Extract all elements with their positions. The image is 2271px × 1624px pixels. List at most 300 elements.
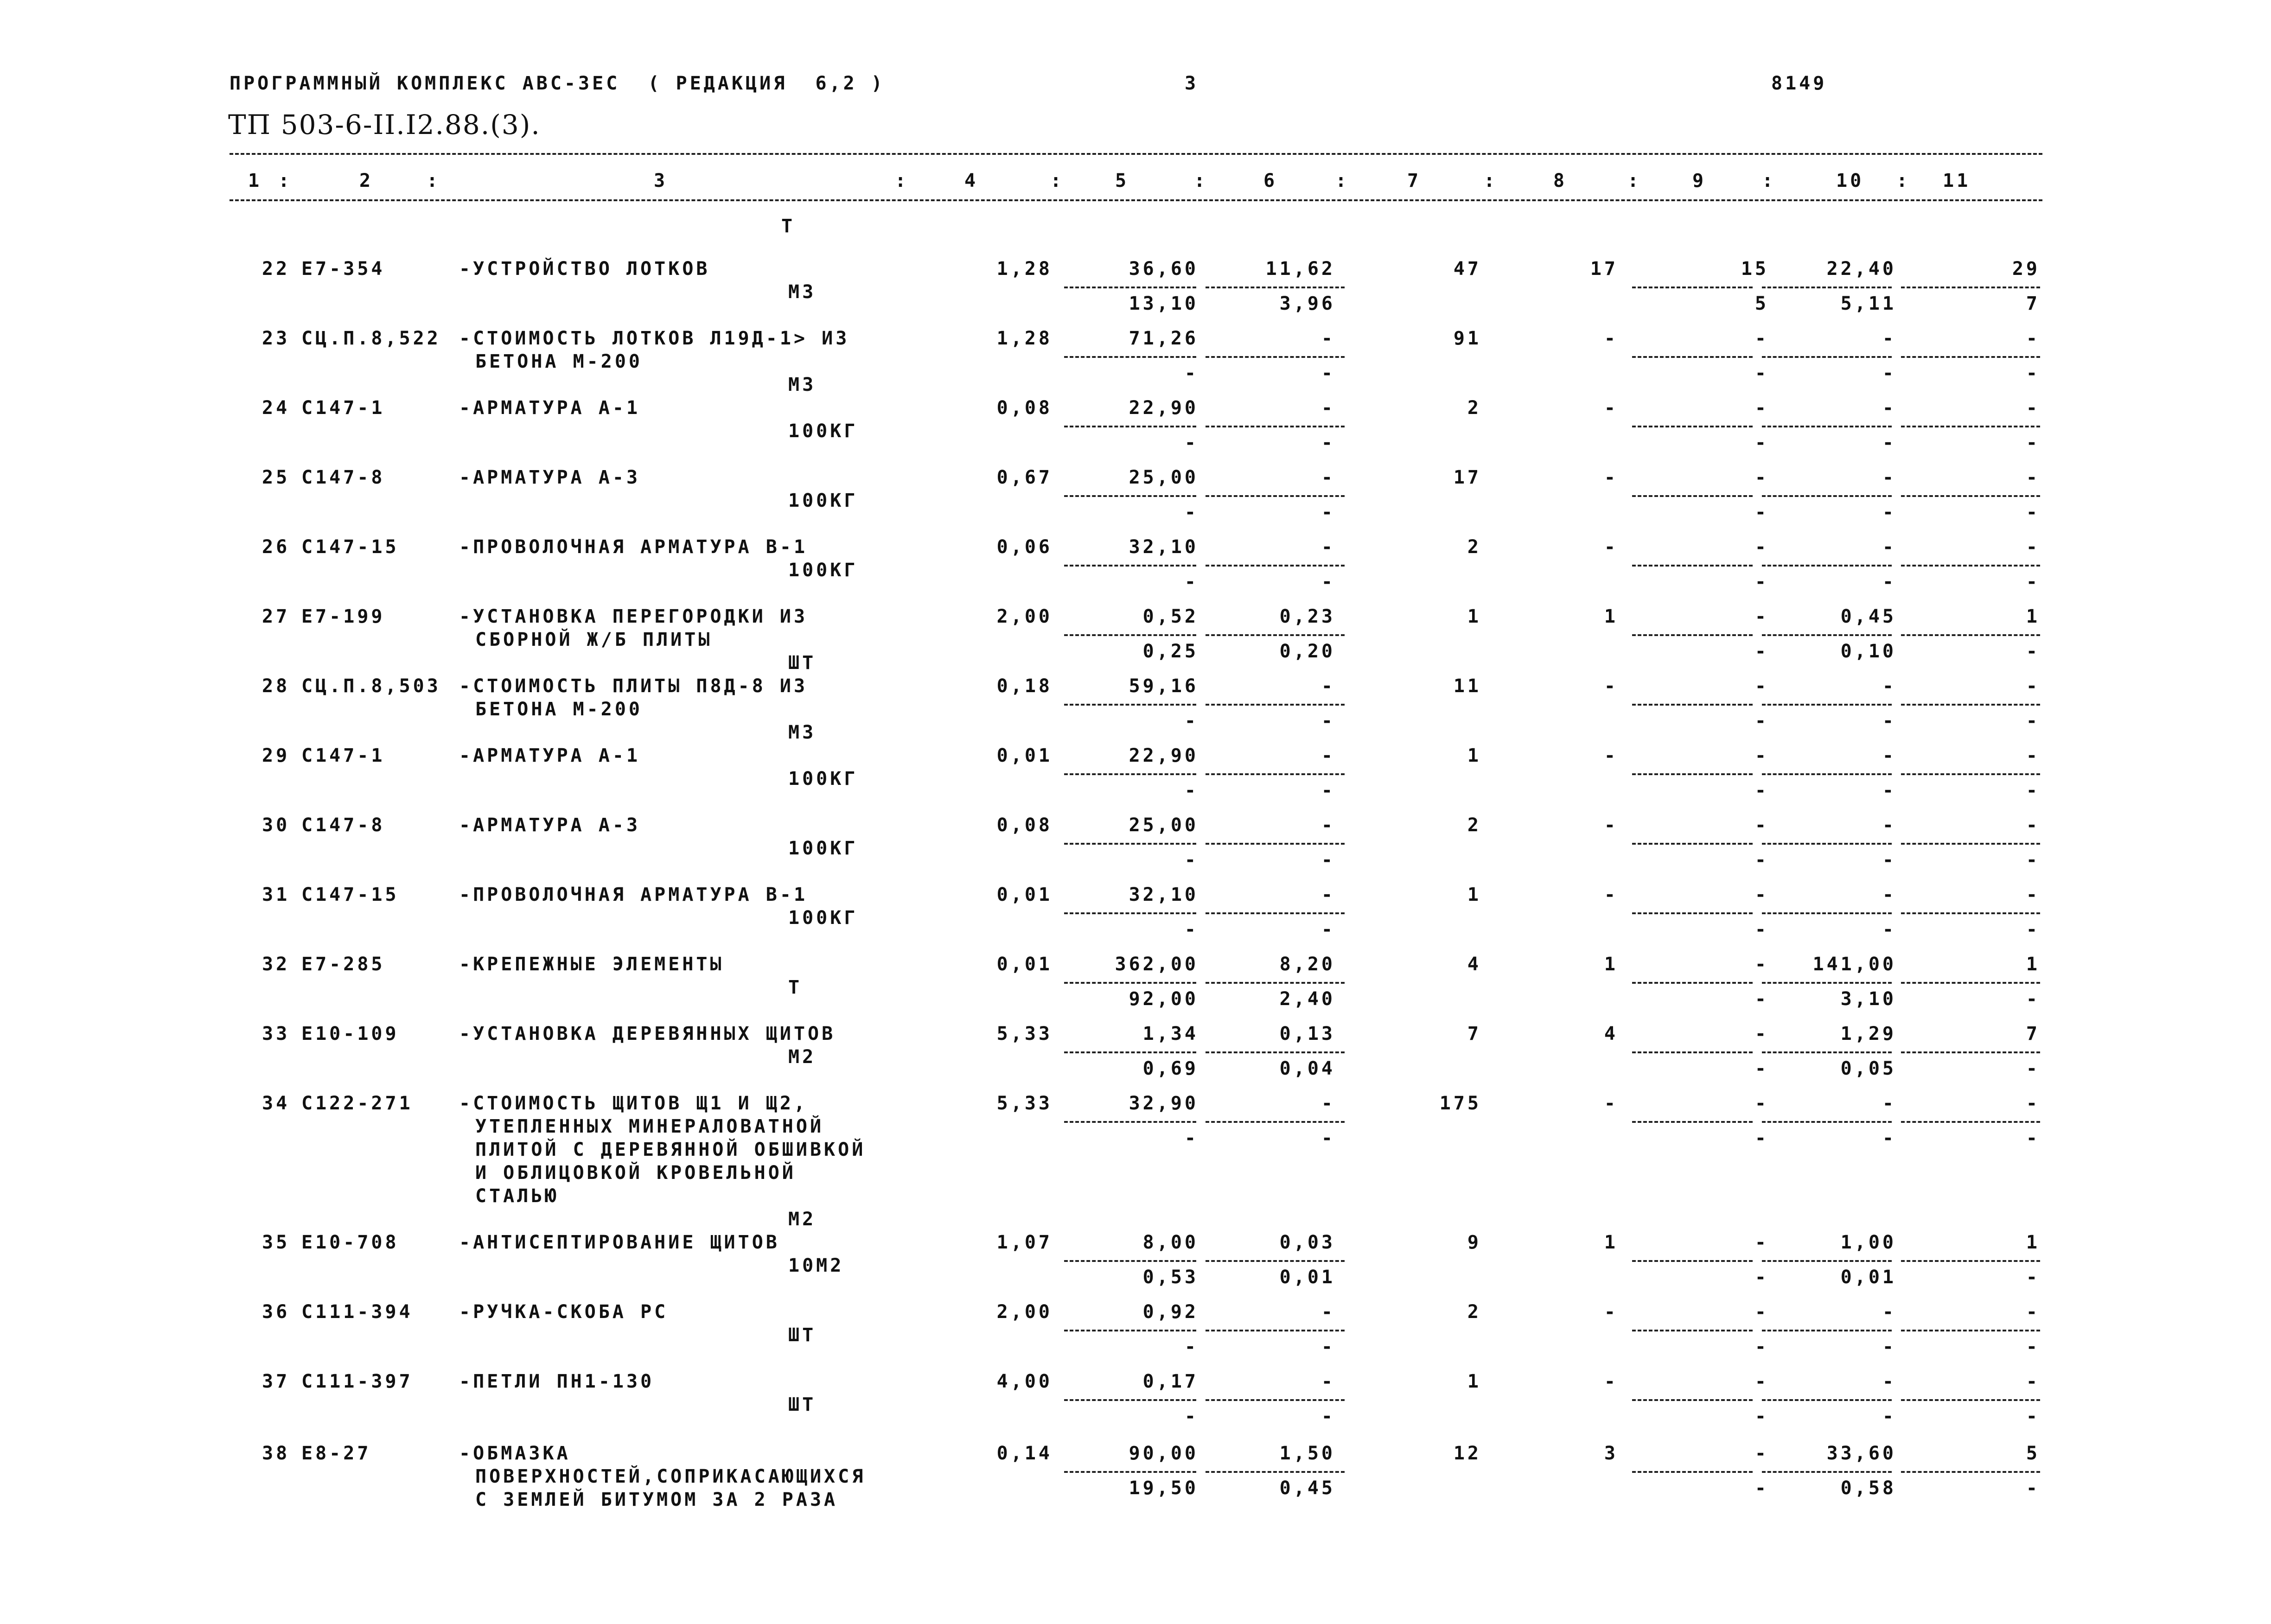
sub-rule	[1632, 1051, 1753, 1053]
sub-rule	[1206, 1330, 1345, 1331]
sub-rule	[1901, 1260, 2040, 1262]
unit-cost-machines: 0,03	[1279, 1232, 1335, 1253]
total-cost: 175	[1439, 1093, 1481, 1114]
work-description: -АРМАТУРА А-1	[459, 397, 641, 419]
column-separator: :	[1896, 170, 1911, 191]
col-9-sub: -	[1754, 849, 1769, 871]
quantity: 0,67	[996, 467, 1053, 488]
wage-component: -	[1184, 363, 1199, 384]
unit-cost-machines: -	[1321, 1301, 1335, 1323]
row-number: 33	[262, 1023, 290, 1044]
col-9-sub: -	[1754, 432, 1769, 453]
col-9-sub: -	[1754, 1336, 1769, 1357]
col-11-value: -	[2026, 884, 2040, 905]
col-10-sub: 0,10	[1840, 641, 1896, 662]
sub-rule	[1064, 843, 1196, 845]
row-number: 30	[262, 815, 290, 836]
col-11-sub: -	[2026, 363, 2040, 384]
unit-of-measure: М3	[788, 722, 817, 743]
machine-wage-component: -	[1321, 1127, 1335, 1149]
col-9-value: -	[1754, 1301, 1769, 1323]
price-code: С111-394	[301, 1301, 413, 1323]
unit-cost-machines: -	[1321, 745, 1335, 766]
unit-cost-machines: -	[1321, 536, 1335, 558]
wage-component: 19,50	[1129, 1478, 1199, 1499]
col-9-value: -	[1754, 467, 1769, 488]
row-number: 27	[262, 606, 290, 627]
price-code: СЦ.П.8,503	[301, 675, 441, 697]
total-cost: 2	[1467, 536, 1481, 558]
total-cost: 9	[1467, 1232, 1481, 1253]
row-number: 25	[262, 467, 290, 488]
sub-rule	[1064, 426, 1196, 427]
row-number: 34	[262, 1093, 290, 1114]
sub-rule	[1632, 1399, 1753, 1401]
col-10-sub: 5,11	[1840, 293, 1896, 314]
sub-rule	[1632, 912, 1753, 914]
machine-wage-component: 0,04	[1279, 1058, 1335, 1079]
sub-rule	[1064, 1330, 1196, 1331]
price-code: С147-8	[301, 815, 385, 836]
machine-wage-component: -	[1321, 710, 1335, 732]
total-cost: 12	[1453, 1443, 1481, 1464]
machine-wage-component: 0,01	[1279, 1267, 1335, 1288]
col-11-value: -	[2026, 467, 2040, 488]
quantity: 4,00	[996, 1371, 1053, 1392]
work-description: ПОВЕРХНОСТЕЙ,СОПРИКАСАЮЩИХСЯ	[475, 1466, 866, 1487]
total-cost: 2	[1467, 1301, 1481, 1323]
sub-rule	[1206, 426, 1345, 427]
machine-wage-component: 3,96	[1279, 293, 1335, 314]
wage-component: 13,10	[1129, 293, 1199, 314]
column-number: 4	[964, 170, 979, 191]
wage-component: -	[1184, 710, 1199, 732]
work-description: -СТОИМОСТЬ ЩИТОВ Щ1 И Щ2,	[459, 1093, 808, 1114]
price-code: Е7-199	[301, 606, 385, 627]
col-10-value: -	[1882, 815, 1896, 836]
sub-rule	[1762, 1121, 1892, 1123]
unit-cost-total: 8,00	[1142, 1232, 1199, 1253]
price-code: С147-8	[301, 467, 385, 488]
quantity: 0,01	[996, 954, 1053, 975]
unit-cost-machines: 0,13	[1279, 1023, 1335, 1044]
sub-rule	[1762, 287, 1892, 288]
price-code: С122-271	[301, 1093, 413, 1114]
total-wages: -	[1604, 745, 1618, 766]
total-wages: 1	[1604, 954, 1618, 975]
unit-of-measure: ШТ	[788, 1325, 817, 1346]
work-description: -РУЧКА-СКОБА РС	[459, 1301, 669, 1323]
sub-rule	[1064, 912, 1196, 914]
sub-rule	[1206, 634, 1345, 636]
total-cost: 47	[1453, 258, 1481, 280]
sub-rule	[1762, 495, 1892, 497]
wage-component: 92,00	[1129, 988, 1199, 1010]
machine-wage-component: 2,40	[1279, 988, 1335, 1010]
machine-wage-component: -	[1321, 432, 1335, 453]
sub-rule	[1762, 356, 1892, 358]
unit-of-measure: Т	[788, 977, 803, 998]
col-9-sub: -	[1754, 988, 1769, 1010]
sub-rule	[1064, 1471, 1196, 1473]
sub-rule	[1901, 1471, 2040, 1473]
total-wages: 17	[1590, 258, 1618, 280]
column-number: 6	[1263, 170, 1278, 191]
total-wages: -	[1604, 536, 1618, 558]
col-11-value: -	[2026, 745, 2040, 766]
unit-of-measure: М2	[788, 1209, 817, 1230]
column-number: 2	[359, 170, 374, 191]
row-number: 26	[262, 536, 290, 558]
col-9-sub: -	[1754, 1058, 1769, 1079]
sub-rule	[1762, 843, 1892, 845]
col-10-value: 22,40	[1826, 258, 1896, 280]
sub-rule	[1206, 704, 1345, 706]
col-9-value: -	[1754, 1443, 1769, 1464]
sub-rule	[1762, 1260, 1892, 1262]
machine-wage-component: -	[1321, 780, 1335, 801]
col-9-value: -	[1754, 1371, 1769, 1392]
unit-of-measure: 10М2	[788, 1255, 844, 1276]
sub-rule	[1064, 495, 1196, 497]
unit-of-measure: М2	[788, 1046, 817, 1068]
unit-cost-machines: -	[1321, 1093, 1335, 1114]
row-number: 29	[262, 745, 290, 766]
unit-cost-total: 362,00	[1115, 954, 1199, 975]
column-separator: :	[1762, 170, 1776, 191]
col-11-sub: -	[2026, 1478, 2040, 1499]
sub-rule	[1064, 565, 1196, 567]
total-wages: -	[1604, 397, 1618, 419]
page-number: 3	[1185, 73, 1199, 94]
unit-of-measure: 100КГ	[788, 768, 858, 790]
machine-wage-component: 0,20	[1279, 641, 1335, 662]
total-cost: 17	[1453, 467, 1481, 488]
col-10-sub: 3,10	[1840, 988, 1896, 1010]
work-description: -КРЕПЕЖНЫЕ ЭЛЕМЕНТЫ	[459, 954, 724, 975]
unit-of-measure: 100КГ	[788, 420, 858, 442]
column-number: 8	[1553, 170, 1568, 191]
quantity: 0,08	[996, 397, 1053, 419]
quantity: 0,01	[996, 745, 1053, 766]
col-11-value: 5	[2026, 1443, 2040, 1464]
col-9-sub: -	[1754, 1478, 1769, 1499]
work-description: -ПРОВОЛОЧНАЯ АРМАТУРА В-1	[459, 884, 808, 905]
price-code: Е10-708	[301, 1232, 399, 1253]
quantity: 0,08	[996, 815, 1053, 836]
unit-cost-total: 32,10	[1129, 536, 1199, 558]
total-cost: 2	[1467, 815, 1481, 836]
sub-rule	[1762, 982, 1892, 984]
col-9-value: -	[1754, 1023, 1769, 1044]
sub-rule	[1064, 1399, 1196, 1401]
total-wages: -	[1604, 1301, 1618, 1323]
col-10-value: -	[1882, 1371, 1896, 1392]
sub-rule	[1632, 982, 1753, 984]
row-number: 37	[262, 1371, 290, 1392]
col-10-sub: -	[1882, 780, 1896, 801]
sub-rule	[1632, 1121, 1753, 1123]
sub-rule	[1901, 773, 2040, 775]
sub-rule	[1632, 634, 1753, 636]
col-10-value: -	[1882, 675, 1896, 697]
sub-rule	[1206, 843, 1345, 845]
col-11-sub: 7	[2026, 293, 2040, 314]
work-description: И ОБЛИЦОВКОЙ КРОВЕЛЬНОЙ	[475, 1162, 796, 1184]
machine-wage-component: -	[1321, 1406, 1335, 1427]
price-code: СЦ.П.8,522	[301, 328, 441, 349]
col-9-sub: -	[1754, 1406, 1769, 1427]
col-11-value: 1	[2026, 954, 2040, 975]
sub-rule	[1901, 1051, 2040, 1053]
col-11-sub: -	[2026, 502, 2040, 523]
col-10-sub: -	[1882, 502, 1896, 523]
col-9-sub: -	[1754, 1267, 1769, 1288]
program-header: ПРОГРАММНЫЙ КОМПЛЕКС АВС-ЗЕС ( РЕДАКЦИЯ 6,2 )	[230, 73, 885, 94]
unit-cost-machines: -	[1321, 884, 1335, 905]
total-wages: -	[1604, 1093, 1618, 1114]
unit-of-measure: М3	[788, 281, 817, 303]
unit-cost-total: 0,17	[1142, 1371, 1199, 1392]
col-10-sub: -	[1882, 1406, 1896, 1427]
sub-rule	[1206, 565, 1345, 567]
column-number: 5	[1115, 170, 1129, 191]
sub-rule	[1206, 1260, 1345, 1262]
quantity: 5,33	[996, 1023, 1053, 1044]
col-9-value: 15	[1741, 258, 1769, 280]
col-10-value: -	[1882, 1301, 1896, 1323]
sub-rule	[1762, 912, 1892, 914]
unit-cost-machines: -	[1321, 328, 1335, 349]
header-rule-bottom	[230, 199, 2042, 201]
sub-rule	[1762, 704, 1892, 706]
column-number: 1	[248, 170, 262, 191]
col-10-value: 1,00	[1840, 1232, 1896, 1253]
col-9-sub: -	[1754, 1127, 1769, 1149]
sub-rule	[1206, 982, 1345, 984]
col-10-value: 33,60	[1826, 1443, 1896, 1464]
unit-cost-machines: -	[1321, 467, 1335, 488]
wage-component: -	[1184, 502, 1199, 523]
col-11-value: 1	[2026, 606, 2040, 627]
col-9-value: -	[1754, 606, 1769, 627]
unit-cost-machines: -	[1321, 675, 1335, 697]
work-description: -УСТРОЙСТВО ЛОТКОВ	[459, 258, 710, 280]
total-wages: -	[1604, 1371, 1618, 1392]
sub-rule	[1206, 773, 1345, 775]
col-10-sub: -	[1882, 432, 1896, 453]
work-description: БЕТОНА М-200	[475, 351, 643, 372]
wage-component: 0,25	[1142, 641, 1199, 662]
work-description: -СТОИМОСТЬ ПЛИТЫ П8Д-8 ИЗ	[459, 675, 808, 697]
wage-component: -	[1184, 571, 1199, 592]
total-wages: -	[1604, 884, 1618, 905]
col-9-value: -	[1754, 397, 1769, 419]
sub-rule	[1901, 1399, 2040, 1401]
unit-cost-machines: -	[1321, 1371, 1335, 1392]
sub-rule	[1762, 773, 1892, 775]
unit-cost-total: 1,34	[1142, 1023, 1199, 1044]
column-number: 3	[654, 170, 668, 191]
col-10-value: -	[1882, 397, 1896, 419]
column-number: 11	[1943, 170, 1971, 191]
total-cost: 1	[1467, 745, 1481, 766]
work-description: ПЛИТОЙ С ДЕРЕВЯННОЙ ОБШИВКОЙ	[475, 1139, 866, 1160]
col-11-sub: -	[2026, 571, 2040, 592]
row-number: 24	[262, 397, 290, 419]
work-description: -АНТИСЕПТИРОВАНИЕ ЩИТОВ	[459, 1232, 780, 1253]
col-11-value: -	[2026, 536, 2040, 558]
wage-component: -	[1184, 919, 1199, 940]
unit-cost-total: 71,26	[1129, 328, 1199, 349]
sub-rule	[1901, 426, 2040, 427]
work-description: БЕТОНА М-200	[475, 699, 643, 720]
sub-rule	[1064, 773, 1196, 775]
machine-wage-component: -	[1321, 571, 1335, 592]
col-10-sub: 0,01	[1840, 1267, 1896, 1288]
quantity: 0,14	[996, 1443, 1053, 1464]
sub-rule	[1901, 356, 2040, 358]
work-description: -АРМАТУРА А-3	[459, 467, 641, 488]
column-separator: :	[895, 170, 909, 191]
total-wages: -	[1604, 675, 1618, 697]
sub-rule	[1064, 1121, 1196, 1123]
machine-wage-component: -	[1321, 1336, 1335, 1357]
work-description: -СТОИМОСТЬ ЛОТКОВ Л19Д-1> ИЗ	[459, 328, 850, 349]
col-11-value: 29	[2012, 258, 2040, 280]
sub-rule	[1632, 426, 1753, 427]
unit-of-measure: 100КГ	[788, 907, 858, 929]
col-9-sub: -	[1754, 780, 1769, 801]
col-9-value: -	[1754, 1232, 1769, 1253]
work-description: -УСТАНОВКА ДЕРЕВЯННЫХ ЩИТОВ	[459, 1023, 836, 1044]
price-code: Е7-354	[301, 258, 385, 280]
col-9-value: -	[1754, 954, 1769, 975]
price-code: Е7-285	[301, 954, 385, 975]
wage-component: 0,69	[1142, 1058, 1199, 1079]
col-11-sub: -	[2026, 1267, 2040, 1288]
wage-component: -	[1184, 1336, 1199, 1357]
sub-rule	[1762, 1051, 1892, 1053]
price-code: С147-15	[301, 884, 399, 905]
sub-rule	[1064, 634, 1196, 636]
sub-rule	[1762, 634, 1892, 636]
sub-rule	[1632, 1471, 1753, 1473]
price-code: Е10-109	[301, 1023, 399, 1044]
unit-cost-total: 90,00	[1129, 1443, 1199, 1464]
column-separator: :	[1194, 170, 1208, 191]
col-10-value: -	[1882, 536, 1896, 558]
wage-component: -	[1184, 849, 1199, 871]
total-wages: 1	[1604, 606, 1618, 627]
header-rule-top	[230, 153, 2042, 155]
sub-rule	[1901, 982, 2040, 984]
col-10-sub: 0,05	[1840, 1058, 1896, 1079]
col-9-sub: -	[1754, 710, 1769, 732]
sub-rule	[1632, 495, 1753, 497]
row-number: 28	[262, 675, 290, 697]
price-code: Е8-27	[301, 1443, 371, 1464]
sub-rule	[1206, 495, 1345, 497]
sub-rule	[1206, 287, 1345, 288]
sub-rule	[1901, 843, 2040, 845]
sub-rule	[1632, 287, 1753, 288]
col-11-value: -	[2026, 815, 2040, 836]
column-separator: :	[1484, 170, 1498, 191]
col-10-value: -	[1882, 467, 1896, 488]
quantity: 0,18	[996, 675, 1053, 697]
column-separator: :	[1050, 170, 1065, 191]
total-wages: -	[1604, 328, 1618, 349]
sub-rule	[1632, 356, 1753, 358]
col-10-sub: -	[1882, 1127, 1896, 1149]
col-10-value: -	[1882, 884, 1896, 905]
unit-cost-total: 25,00	[1129, 467, 1199, 488]
quantity: 0,01	[996, 884, 1053, 905]
col-11-value: -	[2026, 397, 2040, 419]
quantity: 1,07	[996, 1232, 1053, 1253]
sub-rule	[1632, 773, 1753, 775]
unit-cost-total: 59,16	[1129, 675, 1199, 697]
col-9-sub: -	[1754, 363, 1769, 384]
row-number: 32	[262, 954, 290, 975]
unit-of-measure: М3	[788, 374, 817, 395]
work-description: -ОБМАЗКА	[459, 1443, 571, 1464]
machine-wage-component: -	[1321, 363, 1335, 384]
sub-rule	[1206, 912, 1345, 914]
unit-of-measure: ШТ	[788, 652, 817, 674]
col-10-sub: -	[1882, 1336, 1896, 1357]
work-description: -АРМАТУРА А-3	[459, 815, 641, 836]
sub-rule	[1064, 1051, 1196, 1053]
wage-component: 0,53	[1142, 1267, 1199, 1288]
row-number: 35	[262, 1232, 290, 1253]
col-11-value: -	[2026, 1093, 2040, 1114]
col-9-value: -	[1754, 884, 1769, 905]
col-11-sub: -	[2026, 780, 2040, 801]
total-wages: 1	[1604, 1232, 1618, 1253]
col-11-sub: -	[2026, 849, 2040, 871]
unit-cost-machines: -	[1321, 397, 1335, 419]
unit-cost-machines: 0,23	[1279, 606, 1335, 627]
price-code: С147-1	[301, 397, 385, 419]
wage-component: -	[1184, 780, 1199, 801]
col-10-sub: 0,58	[1840, 1478, 1896, 1499]
total-cost: 1	[1467, 606, 1481, 627]
col-9-value: -	[1754, 745, 1769, 766]
col-10-sub: -	[1882, 849, 1896, 871]
total-cost: 91	[1453, 328, 1481, 349]
unit-of-measure: 100КГ	[788, 838, 858, 859]
sub-rule	[1064, 704, 1196, 706]
wage-component: -	[1184, 1406, 1199, 1427]
unit-cost-machines: 1,50	[1279, 1443, 1335, 1464]
col-9-value: -	[1754, 815, 1769, 836]
machine-wage-component: 0,45	[1279, 1478, 1335, 1499]
col-11-value: -	[2026, 1371, 2040, 1392]
sub-rule	[1901, 1330, 2040, 1331]
sub-rule	[1206, 356, 1345, 358]
row-number: 31	[262, 884, 290, 905]
quantity: 5,33	[996, 1093, 1053, 1114]
col-10-value: 141,00	[1812, 954, 1896, 975]
sub-rule	[1632, 1330, 1753, 1331]
row-number: 23	[262, 328, 290, 349]
total-cost: 2	[1467, 397, 1481, 419]
sub-rule	[1901, 912, 2040, 914]
work-description: -ПРОВОЛОЧНАЯ АРМАТУРА В-1	[459, 536, 808, 558]
total-cost: 11	[1453, 675, 1481, 697]
